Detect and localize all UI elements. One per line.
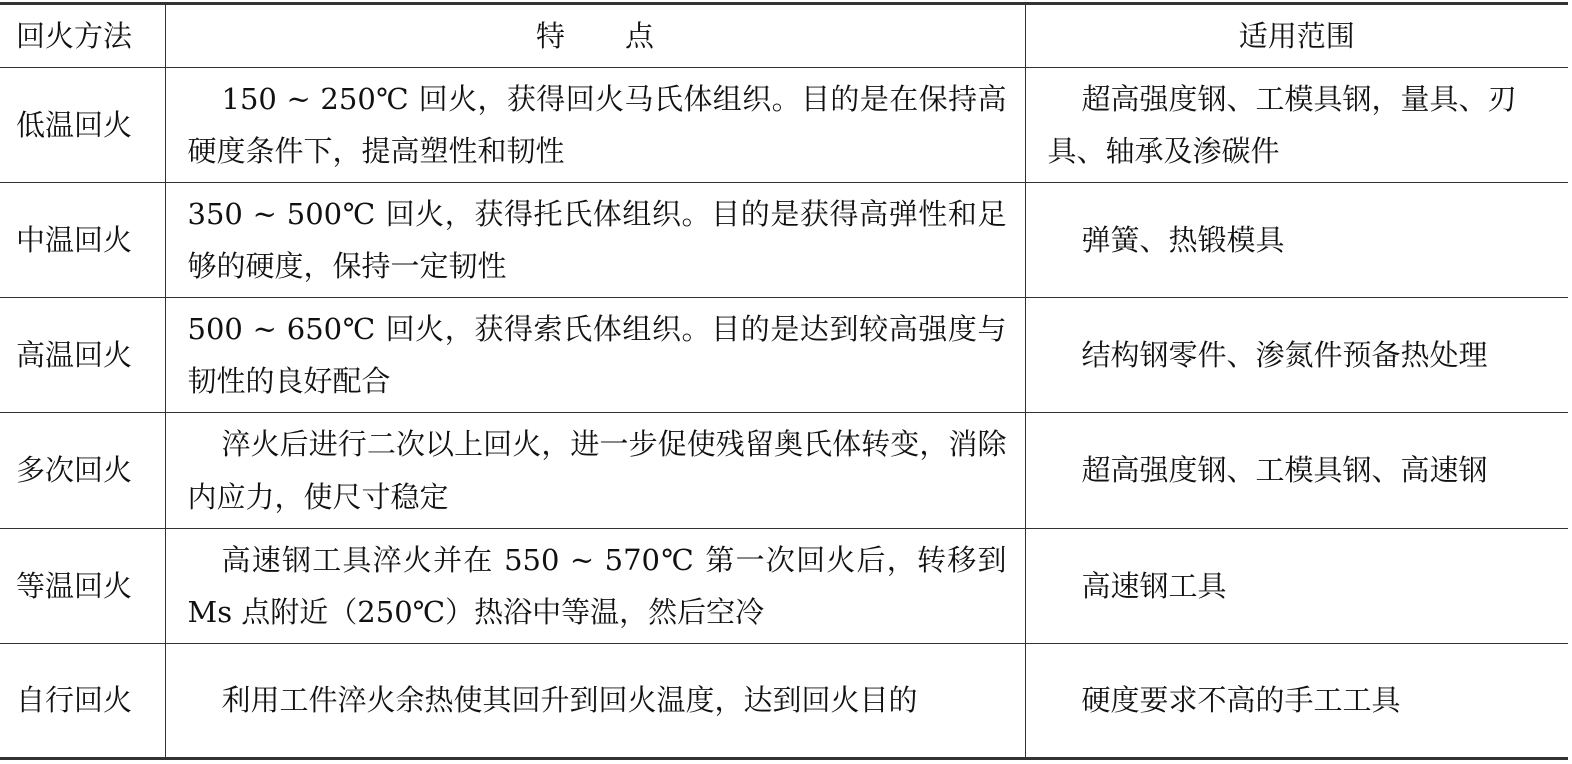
method-cell: 等温回火 <box>0 528 165 643</box>
table-row <box>0 413 1568 528</box>
feature-text: 利用工件淬火余热使其回升到回火温度，达到回火目的 <box>221 683 918 718</box>
header-method: 回火方法 <box>0 4 165 68</box>
feature-text: 淬火后进行二次以上回火，进一步促使残留奥氏体转变，消除内应力，使尺寸稳定 <box>187 427 1007 514</box>
method-cell: 中温回火 <box>0 183 165 298</box>
table-row <box>0 298 1568 413</box>
method-cell: 低温回火 <box>0 68 165 183</box>
scope-text: 结构钢零件、渗氮件预备热处理 <box>1081 338 1488 373</box>
scope-text: 硬度要求不高的手工工具 <box>1081 683 1401 718</box>
table-row <box>0 68 1568 183</box>
tempering-methods-table <box>0 2 1568 760</box>
scope-text: 弹簧、热锻模具 <box>1081 223 1285 258</box>
scope-cell <box>1025 68 1568 183</box>
feature-cell <box>165 528 1025 643</box>
table-row <box>0 183 1568 298</box>
header-feature-char-1: 特 <box>535 18 565 53</box>
feature-cell <box>165 643 1025 758</box>
scope-text: 超高强度钢、工模具钢、高速钢 <box>1081 453 1488 488</box>
scope-cell <box>1025 643 1568 758</box>
header-feature-char-2: 点 <box>625 18 655 53</box>
feature-cell <box>165 183 1025 298</box>
header-feature <box>165 4 1025 68</box>
header-row <box>0 4 1568 68</box>
scope-text: 超高强度钢、工模具钢，量具、刃具、轴承及渗碳件 <box>1047 81 1517 169</box>
table-row <box>0 528 1568 643</box>
feature-text: 150 ~ 250℃ 回火，获得回火马氏体组织。目的是在保持高硬度条件下，提高塑性和韧性 <box>187 81 1007 169</box>
scope-cell <box>1025 183 1568 298</box>
scope-text: 高速钢工具 <box>1081 568 1227 603</box>
feature-text: 高速钢工具淬火并在 550 ~ 570℃ 第一次回火后，转移到 Ms 点附近（250℃）热浴中等温，然后空冷 <box>187 542 1007 629</box>
method-cell: 自行回火 <box>0 643 165 758</box>
feature-text: 500 ~ 650℃ 回火，获得索氏体组织。目的是达到较高强度与韧性的良好配合 <box>187 312 1007 399</box>
method-cell: 多次回火 <box>0 413 165 528</box>
feature-cell <box>165 298 1025 413</box>
feature-cell <box>165 68 1025 183</box>
scope-cell <box>1025 413 1568 528</box>
table-row <box>0 643 1568 758</box>
header-scope: 适用范围 <box>1025 4 1568 68</box>
scope-cell <box>1025 298 1568 413</box>
feature-cell <box>165 413 1025 528</box>
feature-text: 350 ~ 500℃ 回火，获得托氏体组织。目的是获得高弹性和足够的硬度，保持一定韧性 <box>187 197 1007 284</box>
scope-cell <box>1025 528 1568 643</box>
method-cell: 高温回火 <box>0 298 165 413</box>
